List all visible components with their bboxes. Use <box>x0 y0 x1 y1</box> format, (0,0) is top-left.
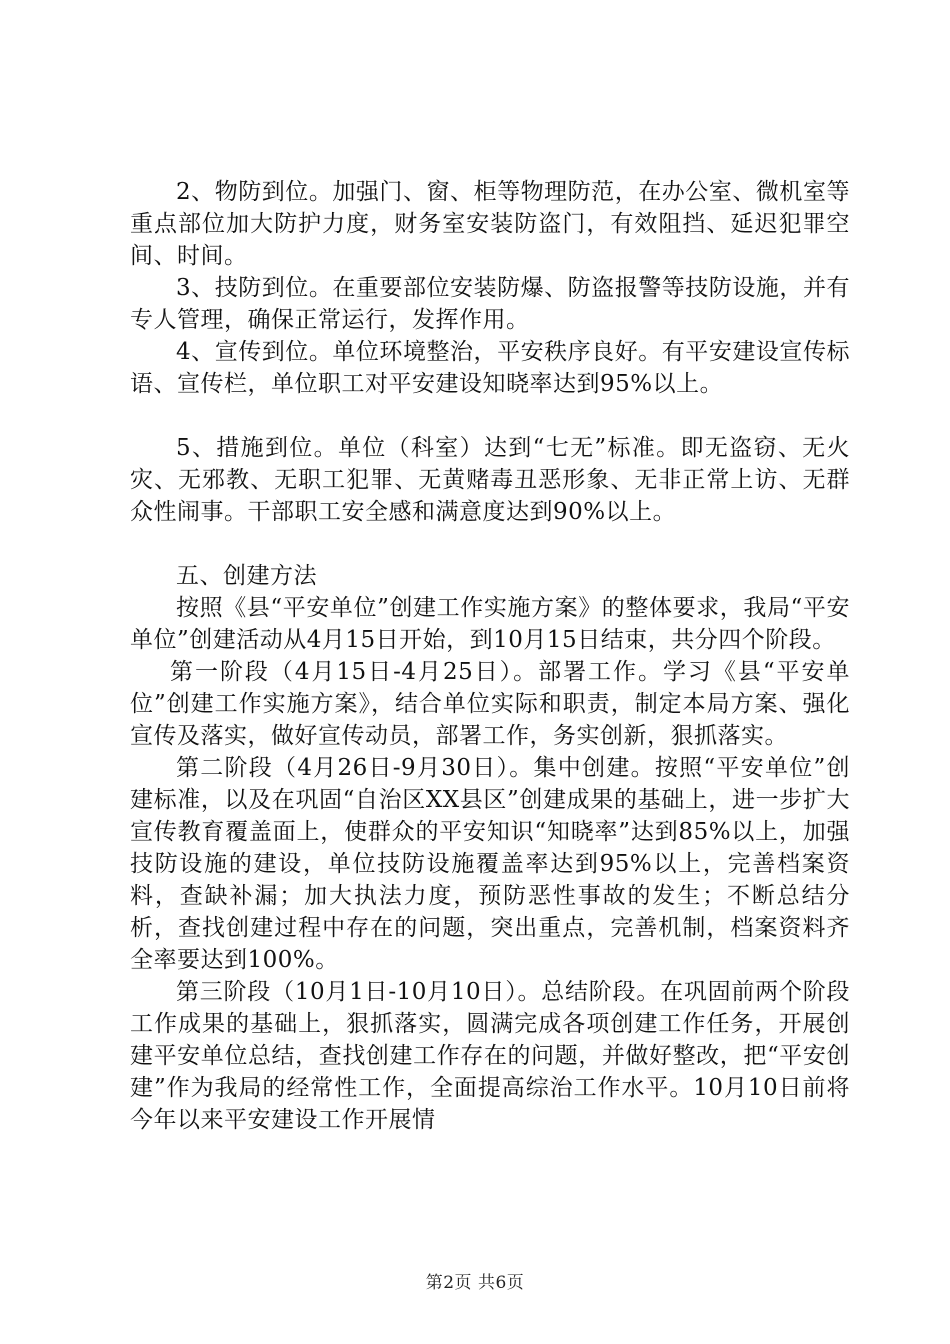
paragraph-measures: 5、措施到位。单位（科室）达到“七无”标准。即无盗窃、无火灾、无邪教、无职工犯罪、无黄赌毒丑恶形象、无非正常上访、无群众性闹事。干部职工安全感和满意度达到90%以上。 <box>130 435 850 525</box>
paragraph-technical-defense: 3、技防到位。在重要部位安装防爆、防盗报警等技防设施，并有专人管理，确保正常运行，发挥作用。 <box>130 275 850 333</box>
document-body <box>130 176 850 1136</box>
paragraph-physical-defense: 2、物防到位。加强门、窗、柜等物理防范，在办公室、微机室等重点部位加大防护力度，财务室安装防盗门，有效阻挡、延迟犯罪空间、时间。 <box>130 179 850 269</box>
paragraph-method-intro: 按照《县“平安单位”创建工作实施方案》的整体要求，我局“平安单位”创建活动从4月15日开始，到10月15日结束，共分四个阶段。 <box>130 595 850 653</box>
paragraph-phase-two: 第二阶段（4月26日-9月30日）。集中创建。按照“平安单位”创建标准，以及在巩固“自治区XX县区”创建成果的基础上，进一步扩大宣传教育覆盖面上，使群众的平安知识“知晓率”达到85%以上，加强技防设施的建设，单位技防设施覆盖率达到95%以上，完善档案资料，查缺补漏；加大执法力度，预防恶性事故的发生；不断总结分析，查找创建过程中存在的问题，突出重点，完善机制，档案资料齐全率要达到100%。 <box>130 755 850 973</box>
paragraph-phase-three: 第三阶段（10月1日-10月10日）。总结阶段。在巩固前两个阶段工作成果的基础上，狠抓落实，圆满完成各项创建工作任务，开展创建平安单位总结，查找创建工作存在的问题，并做好整改，把“平安创建”作为我局的经常性工作，全面提高综治工作水平。10月10日前将今年以来平安建设工作开展情 <box>130 979 850 1133</box>
paragraph-phase-one: 第一阶段（4月15日-4月25日）。部署工作。学习《县“平安单位”创建工作实施方案》，结合单位实际和职责，制定本局方案、强化宣传及落实，做好宣传动员，部署工作，务实创新，狠抓落实。 <box>130 659 850 749</box>
paragraph-publicity: 4、宣传到位。单位环境整治，平安秩序良好。有平安建设宣传标语、宣传栏，单位职工对平安建设知晓率达到95%以上。 <box>130 339 850 397</box>
section-heading: 五、创建方法 <box>176 563 317 589</box>
page-number-footer: 第2页 共6页 <box>425 1273 525 1293</box>
